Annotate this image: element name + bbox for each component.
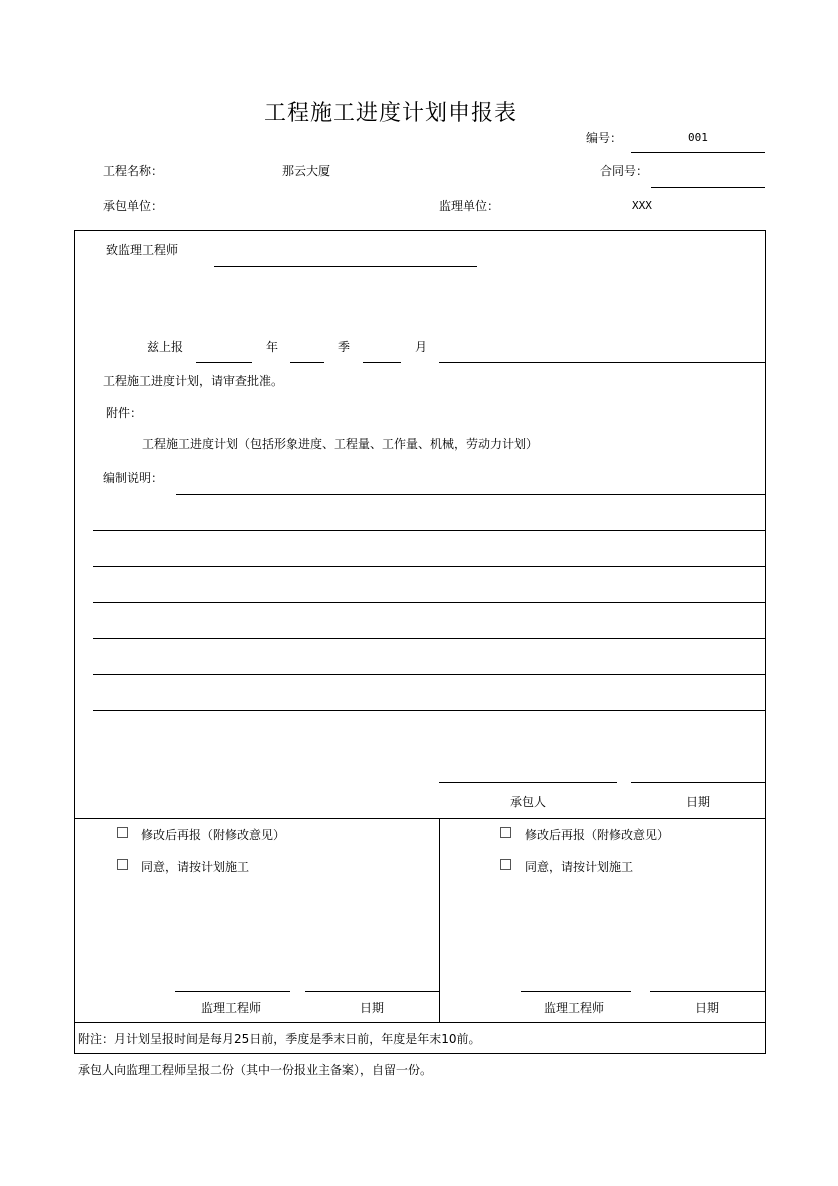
attachment-label: 附件： <box>106 406 143 420</box>
footnote-divider <box>74 1022 766 1023</box>
right-modify-checkbox[interactable] <box>500 827 511 838</box>
to-engineer-label: 致监理工程师 <box>106 243 179 257</box>
year-blank[interactable] <box>196 362 252 363</box>
right-date-label: 日期 <box>695 1001 720 1015</box>
review-column-divider <box>439 818 440 1022</box>
year-label: 年 <box>266 340 279 354</box>
notes-line-4[interactable] <box>93 602 766 603</box>
number-label: 编号： <box>586 131 623 145</box>
contract-underline <box>651 187 765 188</box>
quarter-label: 季 <box>338 340 351 354</box>
contractor-sign-line[interactable] <box>439 782 617 783</box>
right-engineer-label: 监理工程师 <box>544 1001 605 1015</box>
month-blank[interactable] <box>363 362 401 363</box>
supervisor-unit-label: 监理单位： <box>439 199 500 213</box>
project-name-value[interactable]: 那云大厦 <box>282 164 331 178</box>
review-section-top <box>74 818 766 819</box>
notes-label: 编制说明： <box>103 471 164 485</box>
left-engineer-label: 监理工程师 <box>201 1001 262 1015</box>
right-agree-option: 同意，请按计划施工 <box>525 860 634 874</box>
submission-divider <box>439 362 766 363</box>
notes-line-2[interactable] <box>93 530 766 531</box>
submit-label: 兹上报 <box>147 340 184 354</box>
left-engineer-sign-line[interactable] <box>175 991 290 992</box>
request-text: 工程施工进度计划，请审查批准。 <box>103 374 284 388</box>
number-underline <box>631 152 765 153</box>
month-label: 月 <box>415 340 428 354</box>
right-engineer-sign-line[interactable] <box>521 991 631 992</box>
contract-label: 合同号： <box>600 164 649 178</box>
to-engineer-underline <box>214 266 477 267</box>
attachment-text: 工程施工进度计划（包括形象进度、工程量、工作量、机械，劳动力计划） <box>142 437 539 451</box>
number-value[interactable]: 001 <box>688 131 708 144</box>
left-agree-checkbox[interactable] <box>117 859 128 870</box>
notes-line-3[interactable] <box>93 566 766 567</box>
contractor-label: 承包单位： <box>103 199 164 213</box>
left-date-line[interactable] <box>305 991 439 992</box>
bottom-note: 承包人向监理工程师呈报二份（其中一份报业主备案），自留一份。 <box>78 1063 433 1077</box>
notes-line-6[interactable] <box>93 674 766 675</box>
contractor-date-label: 日期 <box>686 795 711 809</box>
left-date-label: 日期 <box>360 1001 385 1015</box>
left-modify-checkbox[interactable] <box>117 827 128 838</box>
right-modify-option: 修改后再报（附修改意见） <box>525 828 670 842</box>
notes-line-7[interactable] <box>93 710 766 711</box>
notes-line-5[interactable] <box>93 638 766 639</box>
right-date-line[interactable] <box>650 991 766 992</box>
contractor-date-line[interactable] <box>631 782 766 783</box>
quarter-blank[interactable] <box>290 362 324 363</box>
project-name-label: 工程名称： <box>103 164 164 178</box>
page-title: 工程施工进度计划申报表 <box>264 101 518 126</box>
footnote-text: 附注：月计划呈报时间是每月25日前，季度是季末日前，年度是年末10前。 <box>78 1032 481 1046</box>
contractor-sign-label: 承包人 <box>510 795 547 809</box>
right-agree-checkbox[interactable] <box>500 859 511 870</box>
left-agree-option: 同意，请按计划施工 <box>141 860 250 874</box>
notes-line-1[interactable] <box>176 494 766 495</box>
supervisor-unit-value[interactable]: XXX <box>632 199 652 212</box>
left-modify-option: 修改后再报（附修改意见） <box>141 828 286 842</box>
